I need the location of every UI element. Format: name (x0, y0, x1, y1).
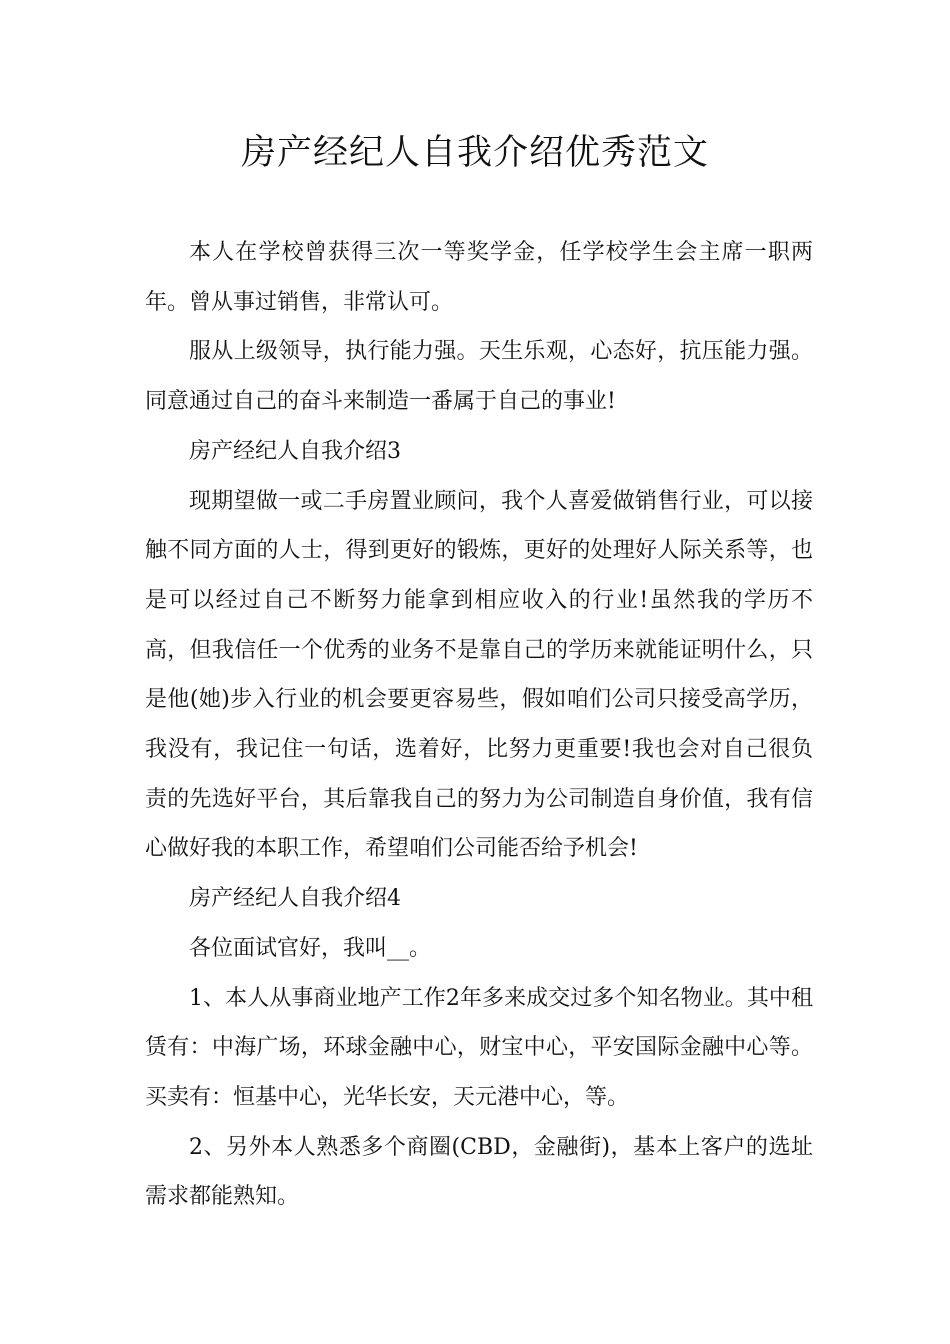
paragraph-3: 现期望做一或二手房置业顾问，我个人喜爱做销售行业，可以接触不同方面的人士，得到更好的锻炼，更好的处理好人际关系等，也是可以经过自己不断努力能拿到相应收入的行业!虽然我的学历不高，但我信任一个优秀的业务不是靠自己的学历来就能证明什么，只是他(她)步入行业的机会要更容易些，假如咱们公司只接受高学历，我没有，我记住一句话，选着好，比努力更重要!我也会对自己很负责的先选好平台，其后靠我自己的努力为公司制造自身价值，我有信心做好我的本职工作，希望咱们公司能否给予机会! (145, 488, 813, 862)
paragraph-2: 服从上级领导，执行能力强。天生乐观，心态好，抗压能力强。同意通过自己的奋斗来制造一番属于自己的事业! (145, 339, 813, 415)
document-title: 房产经纪人自我介绍优秀范文 (240, 133, 709, 173)
section-heading-4: 房产经纪人自我介绍4 (189, 886, 401, 912)
document-body (145, 228, 813, 1222)
section-heading-3: 房产经纪人自我介绍3 (189, 438, 401, 464)
paragraph-greeting: 各位面试官好，我叫__。 (189, 935, 432, 961)
paragraph-1: 本人在学校曾获得三次一等奖学金，任学校学生会主席一职两年。曾从事过销售，非常认可。 (145, 240, 813, 315)
paragraph-item-2: 2、另外本人熟悉多个商圈(CBD，金融街)，基本上客户的选址需求都能熟知。 (145, 1134, 813, 1210)
paragraph-item-1: 1、本人从事商业地产工作2年多来成交过多个知名物业。其中租赁有：中海广场，环球金融中心，财宝中心，平安国际金融中心等。买卖有：恒基中心，光华长安，天元港中心，等。 (145, 985, 813, 1110)
